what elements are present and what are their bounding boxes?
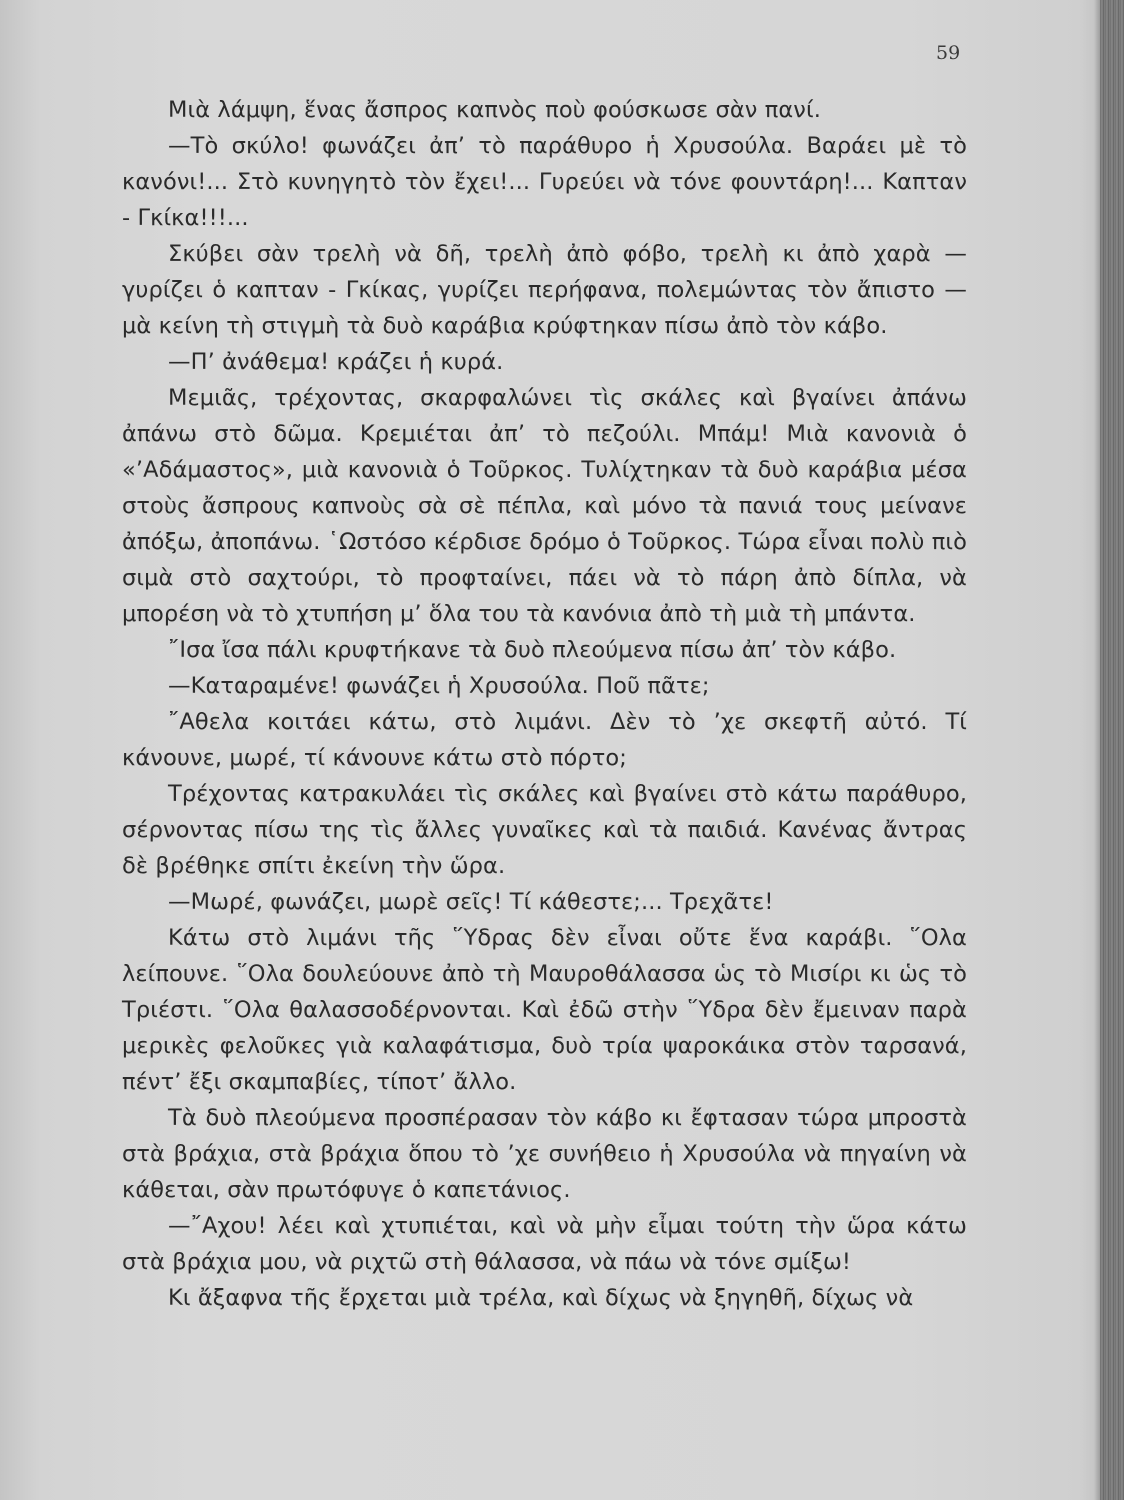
page-stack-edge xyxy=(1100,0,1124,1500)
paragraph: —῎Αχου! λέει καὶ χτυπιέται, καὶ νὰ μὴν εἶμαι τούτη τὴν ὥρα κάτω στὰ βράχια μου, νὰ ριχτῶ στὴ θάλασσα, νὰ πάω νὰ τόνε σμίξω! xyxy=(122,1213,967,1275)
paragraph: —Π’ ἀνάθεμα! κράζει ἡ κυρά. xyxy=(168,349,504,375)
page-number: 59 xyxy=(936,42,961,64)
paragraph: —Καταραμένε! φωνάζει ἡ Χρυσούλα. Ποῦ πᾶτε; xyxy=(168,673,710,699)
paragraph: Μεμιᾶς, τρέχοντας, σκαρφαλώνει τὶς σκάλες καὶ βγαίνει ἀπάνω ἀπάνω στὸ δῶμα. Κρεμιέται ἀπ’ τὸ πεζούλι. Μπάμ! Μιὰ κανονιὰ ὁ «’Αδάμαστος», μιὰ κανονιὰ ὁ Τοῦρκος. Τυλίχτηκαν τὰ δυὸ καράβια μέσα στοὺς ἄσπρους καπνοὺς σὰ σὲ πέπλα, καὶ μόνο τὰ πανιά τους μείνανε ἀπόξω, ἀποπάνω. ῾Ωστόσο κέρδισε δρόμο ὁ Τοῦρκος. Τώρα εἶναι πολὺ πιὸ σιμὰ στὸ σαχτούρι, τὸ προφταίνει, πάει νὰ τὸ πάρη ἀπὸ δίπλα, νὰ μπορέση νὰ τὸ χτυπήση μ’ ὅλα του τὰ κανόνια ἀπὸ τὴ μιὰ τὴ μπάντα. xyxy=(122,385,967,627)
paragraph: ῎Ισα ἴσα πάλι κρυφτήκανε τὰ δυὸ πλεούμενα πίσω ἀπ’ τὸν κάβο. xyxy=(168,637,897,663)
paragraph: ῎Αθελα κοιτάει κάτω, στὸ λιμάνι. Δὲν τὸ ’χε σκεφτῆ αὐτό. Τί κάνουνε, μωρέ, τί κάνουνε κάτω στὸ πόρτο; xyxy=(122,709,967,771)
paragraph: Κι ἄξαφνα τῆς ἔρχεται μιὰ τρέλα, καὶ δίχως νὰ ξηγηθῆ, δίχως νὰ xyxy=(168,1285,914,1311)
body-text xyxy=(122,92,967,1316)
paragraph: Σκύβει σὰν τρελὴ νὰ δῆ, τρελὴ ἀπὸ φόβο, τρελὴ κι ἀπὸ χαρὰ — γυρίζει ὁ καπταν - Γκίκας, γυρίζει περήφανα, πολεμώντας τὸν ἄπιστο — μὰ κείνη τὴ στιγμὴ τὰ δυὸ καράβια κρύφτηκαν πίσω ἀπὸ τὸν κάβο. xyxy=(122,241,967,339)
paragraph: Κάτω στὸ λιμάνι τῆς ῞Υδρας δὲν εἶναι οὔτε ἕνα καράβι. ῞Ολα λείπουνε. ῞Ολα δουλεύουνε ἀπὸ τὴ Μαυροθάλασσα ὡς τὸ Μισίρι κι ὡς τὸ Τριέστι. ῞Ολα θαλασσοδέρνονται. Καὶ ἐδῶ στὴν ῞Υδρα δὲν ἔμειναν παρὰ μερικὲς φελοῦκες γιὰ καλαφάτισμα, δυὸ τρία ψαροκάικα στὸν ταρσανά, πέντ’ ἔξι σκαμπαβίες, τίποτ’ ἄλλο. xyxy=(122,925,967,1095)
paragraph: Τρέχοντας κατρακυλάει τὶς σκάλες καὶ βγαίνει στὸ κάτω παράθυρο, σέρνοντας πίσω της τὶς ἄλλες γυναῖκες καὶ τὰ παιδιά. Κανένας ἄντρας δὲ βρέθηκε σπίτι ἐκείνη τὴν ὥρα. xyxy=(122,781,967,879)
paragraph: Μιὰ λάμψη, ἕνας ἄσπρος καπνὸς ποὺ φούσκωσε σὰν πανί. xyxy=(168,97,821,123)
paragraph: —Μωρέ, φωνάζει, μωρὲ σεῖς! Τί κάθεστε;... Τρεχᾶτε! xyxy=(168,889,774,915)
paragraph: —Τὸ σκύλο! φωνάζει ἀπ’ τὸ παράθυρο ἡ Χρυσούλα. Βαράει μὲ τὸ κανόνι!... Στὸ κυνηγητὸ τὸν ἔχει!... Γυρεύει νὰ τόνε φουντάρη!... Καπταν - Γκίκα!!!... xyxy=(122,133,967,231)
paragraph: Τὰ δυὸ πλεούμενα προσπέρασαν τὸν κάβο κι ἔφτασαν τώρα μπροστὰ στὰ βράχια, στὰ βράχια ὅπου τὸ ’χε συνήθειο ἡ Χρυσούλα νὰ πηγαίνη νὰ κάθεται, σὰν πρωτόφυγε ὁ καπετάνιος. xyxy=(122,1105,967,1203)
